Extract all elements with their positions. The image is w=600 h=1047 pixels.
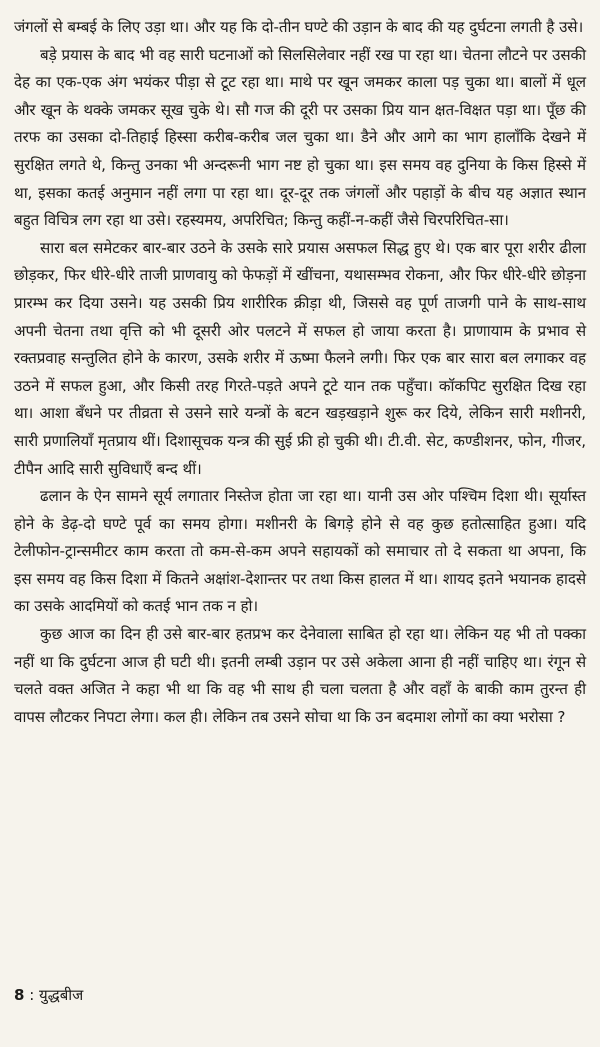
- footer-separator: :: [24, 986, 40, 1004]
- page-footer: [14, 985, 83, 1005]
- paragraph: ढलान के ऐन सामने सूर्य लगातार निस्तेज होता जा रहा था। यानी उस ओर पश्चिम दिशा थी। सूर्यास्त होने के डेढ़-दो घण्टे पूर्व का समय होगा। मशीनरी के बिगड़े होने से वह कुछ हतोत्साहित हुआ। यदि टेलीफोन-ट्रान्समीटर काम करता तो कम-से-कम अपने सहायकों को समाचार तो दे सकता था अपना, कि इस समय वह किस दिशा में कितने अक्षांश-देशान्तर पर तथा किस हालत में था। शायद इतने भयानक हादसे का उसके आदमियों को कतई भान तक न हो।: [14, 487, 586, 616]
- book-title: युद्धबीज: [39, 986, 84, 1004]
- page-number: 8: [14, 986, 25, 1004]
- paragraph: सारा बल समेटकर बार-बार उठने के उसके सारे प्रयास असफल सिद्ध हुए थे। एक बार पूरा शरीर ढीला छोड़कर, फिर धीरे-धीरे ताजी प्राणवायु को फेफड़ों में खींचना, यथासम्भव रोकना, और फिर धीरे-धीरे छोड़ना प्रारम्भ कर दिया उसने। यह उसकी प्रिय शारीरिक क्रीड़ा थी, जिससे वह पूर्ण ताजगी पाने के साथ-साथ अपनी चेतना तथा वृत्ति को भी दूसरी ओर पलटने में सफल हो जाया करता है। प्राणायाम के प्रभाव से रक्तप्रवाह सन्तुलित होने के कारण, उसके शरीर में ऊष्मा फैलने लगी। फिर एक बार सारा बल लगाकर वह उठने में सफल हुआ, और किसी तरह गिरते-पड़ते अपने टूटे यान तक पहुँचा। कॉकपिट सुरक्षित दिख रहा था। आशा बँधने पर तीव्रता से उसने सारे यन्त्रों के बटन खड़खड़ाने शुरू कर दिये, लेकिन सारी मशीनरी, सारी प्रणालियाँ मृतप्राय थीं। दिशासूचक यन्त्र की सुई फ्री हो चुकी थी। टी.वी. सेट, कण्डीशनर, फोन, गीजर, टीपैन आदि सारी सुविधाएँ बन्द थीं।: [14, 238, 586, 478]
- paragraph-continued: जंगलों से बम्बई के लिए उड़ा था। और यह कि दो-तीन घण्टे की उड़ान के बाद की यह दुर्घटना लगती है उसे।: [14, 18, 584, 36]
- paragraph: कुछ आज का दिन ही उसे बार-बार हतप्रभ कर देनेवाला साबित हो रहा था। लेकिन यह भी तो पक्का नहीं था कि दुर्घटना आज ही घटी थी। इतनी लम्बी उड़ान पर उसे अकेला आना ही नहीं चाहिए था। रंगून से चलते वक्त अजित ने कहा भी था कि वह भी साथ ही चला चलता है और वहाँ के बाकी काम तुरन्त ही वापस लौटकर निपटा लेगा। कल ही। लेकिन तब उसने सोचा था कि उन बदमाश लोगों का क्या भरोसा ?: [14, 625, 586, 726]
- body-text: [14, 14, 586, 731]
- paragraph: बड़े प्रयास के बाद भी वह सारी घटनाओं को सिलसिलेवार नहीं रख पा रहा था। चेतना लौटने पर उसकी देह का एक-एक अंग भयंकर पीड़ा से टूट रहा था। माथे पर खून जमकर काला पड़ चुका था। बालों में धूल और खून के थक्के जमकर सूख चुके थे। सौ गज की दूरी पर उसका प्रिय यान क्षत-विक्षत पड़ा था। पूँछ की तरफ का उसका दो-तिहाई हिस्सा करीब-करीब जल चुका था। डैने और आगे का भाग हालाँकि देखने में सुरक्षित लगते थे, किन्तु उनका भी अन्दरूनी भाग नष्ट हो चुका था। इस समय वह दुनिया के किस हिस्से में था, इसका कतई अनुमान नहीं लगा पा रहा था। दूर-दूर तक जंगलों और पहाड़ों के बीच यह अज्ञात स्थान बहुत विचित्र लग रहा था उसे। रहस्यमय, अपरिचित; किन्तु कहीं-न-कहीं जैसे चिरपरिचित-सा।: [14, 45, 587, 230]
